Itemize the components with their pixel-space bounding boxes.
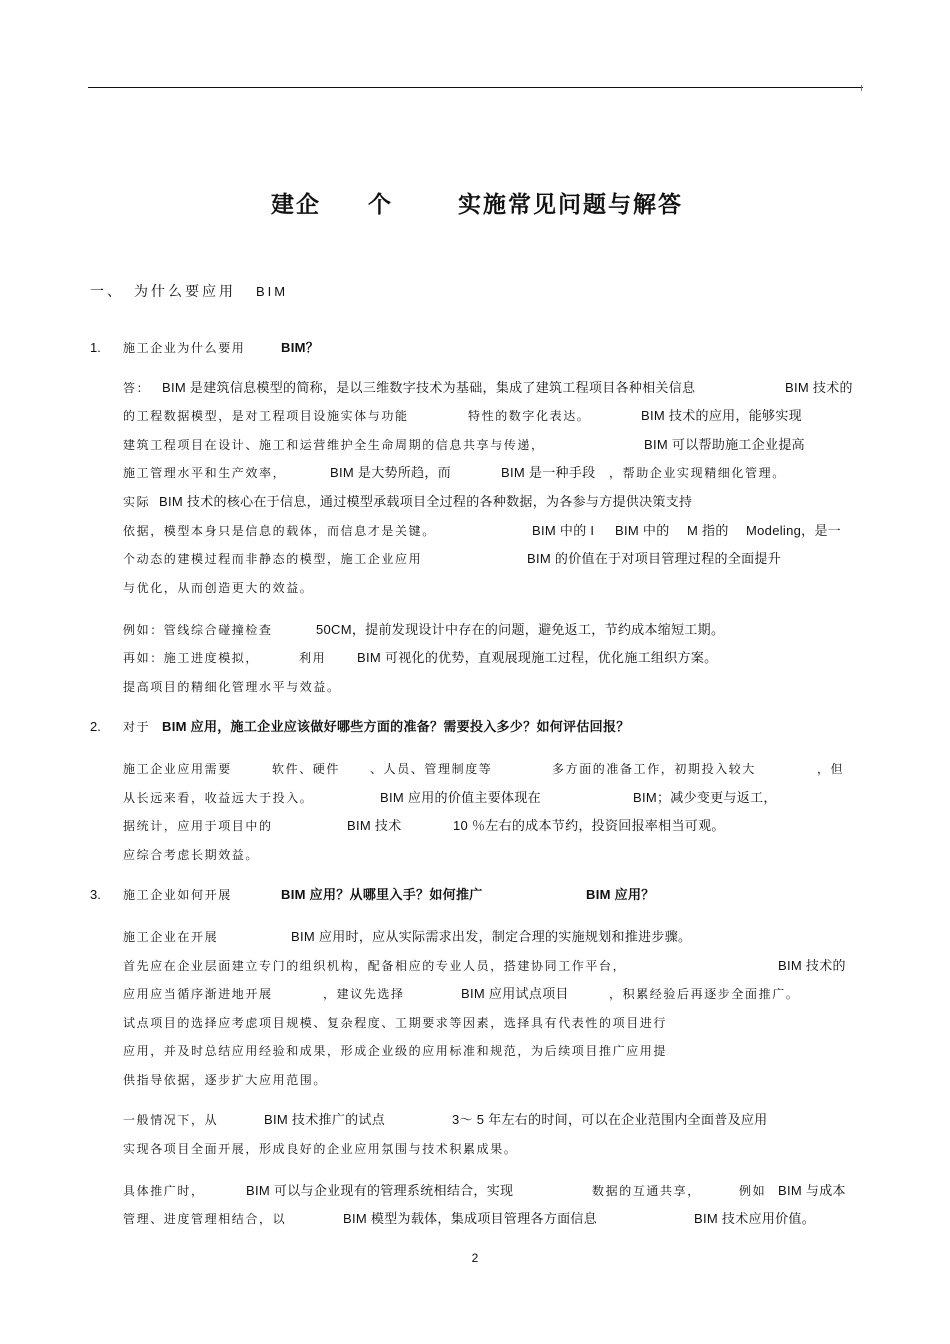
- text-run-q1-a: 施工企业为什么要用: [123, 341, 246, 355]
- title-part-2: 个: [368, 192, 393, 218]
- text-run-p3-3c: BIM 应用试点项目: [461, 986, 569, 1001]
- text-run-p2-1d: 多方面的准备工作，初期投入较大: [552, 762, 757, 776]
- text-run-p2-3c: 10 ％左右的成本节约，投资回报率相当可观。: [453, 818, 725, 833]
- text-run-p1-6d: M 指的: [687, 523, 729, 538]
- text-run-p3-1a: 施工企业在开展: [123, 930, 219, 944]
- text-run-q3-b: BIM 应用？从哪里入手？如何推广: [281, 887, 483, 902]
- text-run-p3-5a: 应用，并及时总结应用经验和成果，形成企业级的应用标准和规范，为后续项目推广应用提: [123, 1044, 668, 1058]
- text-run-p1-5b: BIM 技术的核心在于信息，通过模型承载项目全过程的各种数据，为各参与方提供决策支持: [159, 494, 693, 509]
- text-run-q1-num: 1.: [90, 340, 101, 355]
- text-run-p1-4b: BIM 是大势所趋，而: [330, 465, 452, 480]
- text-run-p3-10b: BIM 模型为载体，集成项目管理各方面信息: [343, 1211, 598, 1226]
- text-run-p2-3a: 据统计，应用于项目中的: [123, 819, 273, 833]
- text-run-p3-9a: 具体推广时，: [123, 1184, 205, 1198]
- text-run-q2-b: BIM 应用，施工企业应该做好哪些方面的准备？需要投入多少？如何评估回报？: [162, 719, 630, 734]
- text-run-p3-8a: 实现各项目全面开展，形成良好的企业应用氛围与技术积累成果。: [123, 1142, 518, 1156]
- text-run-p1-9a: 例如：管线综合碰撞检查: [123, 623, 273, 637]
- text-run-p1-6b: BIM 中的 I: [532, 523, 595, 538]
- text-run-p3-10c: BIM 技术应用价值。: [694, 1211, 816, 1226]
- text-run-p2-2c: BIM；减少变更与返工，: [633, 790, 777, 805]
- text-run-p1-4c: BIM 是一种手段: [501, 465, 596, 480]
- text-run-p1-1a: 答：: [123, 381, 151, 395]
- text-run-p3-4a: 试点项目的选择应考虑项目规模、复杂程度、工期要求等因素，选择具有代表性的项目进行: [123, 1016, 668, 1030]
- text-run-p3-9c: 数据的互通共享，: [592, 1184, 701, 1198]
- section-code: BIM: [256, 284, 289, 299]
- text-run-q3-a: 施工企业如何开展: [123, 888, 232, 902]
- text-run-p1-6a: 依据，模型本身只是信息的载体，而信息才是关键。: [123, 524, 436, 538]
- text-run-p1-1b: BIM 是建筑信息模型的简称，是以三维数字技术为基础，集成了建筑工程项目各种相关信息: [162, 380, 696, 395]
- text-run-p1-7a: 个动态的建模过程而非静态的模型，施工企业应用: [123, 552, 423, 566]
- text-run-p3-3b: ，建议先选择: [323, 987, 405, 1001]
- text-run-p1-2b: 特性的数字化表达。: [468, 409, 591, 423]
- text-run-p2-3b: BIM 技术: [347, 818, 402, 833]
- text-run-p3-9b: BIM 可以与企业现有的管理系统相结合，实现: [246, 1183, 514, 1198]
- text-run-p3-7c: 3～ 5 年左右的时间，可以在企业范围内全面普及应用: [452, 1112, 768, 1127]
- text-run-p1-2a: 的工程数据模型，是对工程项目设施实体与功能: [123, 409, 409, 423]
- header-rule: [88, 87, 863, 88]
- text-run-p1-3b: BIM 可以帮助施工企业提高: [644, 437, 805, 452]
- text-run-p3-1b: BIM 应用时，应从实际需求出发，制定合理的实施规划和推进步骤。: [291, 929, 692, 944]
- text-run-p2-1e: ，但: [817, 762, 845, 776]
- text-run-p3-2b: BIM 技术的: [778, 958, 846, 973]
- text-run-p2-2b: BIM 应用的价值主要体现在: [380, 790, 541, 805]
- section-heading: 为什么要应用: [134, 284, 236, 300]
- text-run-p3-9e: BIM 与成本: [778, 1183, 846, 1198]
- text-run-p3-3d: ，积累经验后再逐步全面推广。: [609, 987, 800, 1001]
- text-run-p1-3a: 建筑工程项目在设计、施工和运营维护全生命周期的信息共享与传递，: [123, 438, 545, 452]
- text-run-p3-6a: 供指导依据，逐步扩大应用范围。: [123, 1073, 328, 1087]
- text-run-p1-4a: 施工管理水平和生产效率，: [123, 466, 287, 480]
- text-run-p3-7b: BIM 技术推广的试点: [264, 1112, 386, 1127]
- page-number: 2: [471, 1251, 479, 1265]
- text-run-p1-6c: BIM 中的: [615, 523, 670, 538]
- text-run-p1-6e: Modeling，是一: [746, 523, 842, 538]
- text-run-p2-1a: 施工企业应用需要: [123, 762, 232, 776]
- text-run-p1-9b: 50CM，提前发现设计中存在的问题，避免返工，节约成本缩短工期。: [316, 622, 725, 637]
- text-run-q3-c: BIM 应用？: [586, 887, 655, 902]
- text-run-q3-num: 3.: [90, 887, 101, 902]
- text-run-p1-11a: 提高项目的精细化管理水平与效益。: [123, 680, 341, 694]
- title-part-1: 建企: [271, 192, 321, 218]
- text-run-p1-4d: ，帮助企业实现精细化管理。: [609, 466, 786, 480]
- text-run-p1-10b: 利用: [299, 651, 327, 665]
- text-run-p1-1c: BIM 技术的: [785, 380, 853, 395]
- section-label: 一、: [90, 284, 124, 300]
- text-run-q1-b: BIM？: [281, 340, 320, 355]
- text-run-p1-5a: 实际: [123, 495, 151, 509]
- text-run-p3-9d: 例如: [739, 1184, 767, 1198]
- text-run-p2-1c: 、人员、管理制度等: [370, 762, 493, 776]
- text-run-q2-a: 对于: [123, 720, 151, 734]
- text-run-p2-1b: 软件、硬件: [272, 762, 341, 776]
- text-run-p2-2a: 从长远来看，收益远大于投入。: [123, 791, 314, 805]
- text-run-p3-2a: 首先应在企业层面建立专门的组织机构，配备相应的专业人员，搭建协同工作平台，: [123, 959, 627, 973]
- header-rule-tick: [861, 85, 862, 91]
- text-run-q2-num: 2.: [90, 719, 101, 734]
- text-run-p3-7a: 一般情况下，从: [123, 1113, 219, 1127]
- text-run-p1-2c: BIM 技术的应用，能够实现: [641, 408, 802, 423]
- text-run-p1-10c: BIM 可视化的优势，直观展现施工过程，优化施工组织方案。: [357, 650, 718, 665]
- text-run-p1-7b: BIM 的价值在于对项目管理过程的全面提升: [527, 551, 782, 566]
- text-run-p1-8a: 与优化，从而创造更大的效益。: [123, 581, 314, 595]
- text-run-p3-10a: 管理、进度管理相结合，以: [123, 1212, 287, 1226]
- text-run-p3-3a: 应用应当循序渐进地开展: [123, 987, 273, 1001]
- text-run-p2-4a: 应综合考虑长期效益。: [123, 848, 260, 862]
- text-run-p1-10a: 再如：施工进度模拟，: [123, 651, 260, 665]
- title-part-3: 实施常见问题与解答: [458, 192, 683, 218]
